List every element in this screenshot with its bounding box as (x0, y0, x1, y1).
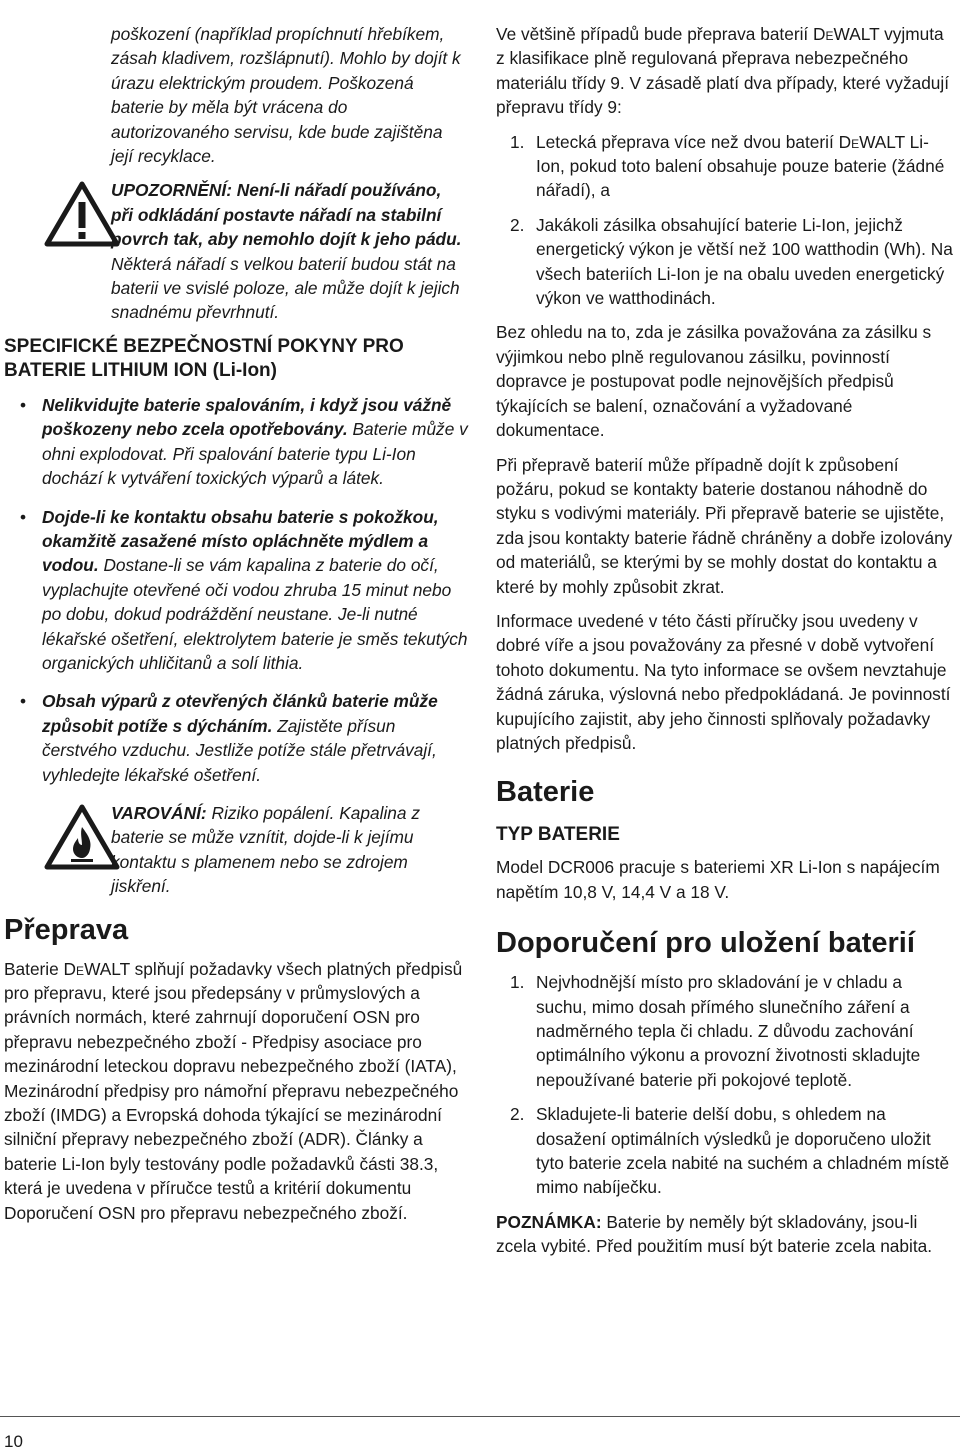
footer-divider (0, 1416, 960, 1417)
page-number: 10 (4, 1432, 23, 1451)
p1-text-b: WALT vyjmuta z klasifikace plně regulovaná přeprava nebezpečného materiálu třídy 9. V zásadě platí dva případy, které vyžadují přepravu třídy 9: (496, 24, 950, 118)
caution-paragraph (111, 178, 468, 324)
caution-text: Některá nářadí s velkou baterií budou stát na baterii ve svislé poloze, ale může dojít k jejich snadnému převrhnutí. (111, 253, 460, 323)
transport-paragraph (4, 957, 468, 1225)
note-text: Baterie by neměly být skladovány, jsou-li zcela vybité. Před použitím musí být baterie zcela nabita. (496, 1211, 933, 1257)
warning-bold-text: VAROVÁNÍ: (111, 802, 207, 823)
caution-bold-text: UPOZORNĚNÍ: Není-li nářadí používáno, při odkládání postavte nářadí na stabilní povrch tak, aby nemohlo dojít k jeho pádu. (111, 180, 462, 250)
item-number: 2. (510, 214, 525, 235)
bullet-bold-text: Nelikvidujte baterie spalováním, i když jsou vážně poškozeny nebo zcela opotřebovány. (42, 394, 452, 440)
item-text: Nejvhodnější místo pro skladování je v chladu a suchu, mimo dosah přímého slunečního záření a nadměrného tepla či chladu. Z důvodu zachování optimálního výkonu a provozní životnosti skladujte nepoužívané baterie při pokojové teplotě. (536, 972, 921, 1090)
item-text-a: Jakákoli zásilka obsahující baterie Li-Ion, jejichž energetický výkon je větší než 100 watthodin (Wh). Na všech bateriích Li-Ion je na obalu uveden energetický výkon ve watthodinách. (536, 214, 953, 309)
numbered-item (496, 970, 956, 1092)
p1-text-a: Ve většině případů bude přeprava baterií D (496, 24, 826, 44)
bullet-item (4, 689, 468, 787)
section-heading-line1: SPECIFICKÉ BEZPEČNOSTNÍ POKYNY PRO (4, 335, 404, 357)
fire-warning-block (4, 801, 468, 899)
bullet-dot: • (20, 394, 27, 415)
bullet-item (4, 393, 468, 491)
disclaimer-paragraph: Informace uvedené v této části příručky jsou uvedeny v dobré víře a jsou považovány za přesné v době vytvoření tohoto dokumentu. Na tyto informace se ovšem nevztahuje žádná záruka, výslovná nebo předpokládaná. Je povinností kupujícího zajistit, aby jeho činnosti splňovaly požadavky platných předpisů. (496, 610, 951, 753)
numbered-item (496, 213, 956, 311)
numbered-item (496, 1102, 956, 1200)
regulation-paragraph: Bez ohledu na to, zda je zásilka považována za zásilku s výjimkou nebo plně regulovanou zásilku, povinností dopravce je postupovat podle nejnovějších předpisů týkajících se balení, označování a vyžadované dokumentace. (496, 322, 932, 441)
bullet-dot: • (20, 691, 27, 712)
storage-heading: Doporučení pro uložení baterií (496, 927, 915, 960)
right-column (496, 22, 956, 1269)
bullet-dot: • (20, 506, 27, 527)
note-paragraph (496, 1210, 956, 1259)
caution-block (4, 178, 468, 324)
item-brand-sc: e (851, 131, 860, 152)
section-heading (4, 335, 468, 383)
bullet-text: Baterie může v ohni explodovat. Při spalování baterie typu Li-Ion dochází k vytváření toxických výparů a látek. (42, 419, 468, 489)
section-heading-line2: BATERIE LITHIUM ION (Li-Ion) (4, 359, 277, 381)
item-number: 2. (510, 1104, 525, 1125)
fire-warning-paragraph (111, 801, 468, 899)
warning-text: Riziko popálení. Kapalina z baterie se může vznítit, dojde-li k jejímu kontaktu s plamenem nebo se zdrojem jiskření. (111, 802, 420, 897)
bullet-bold-text: Obsah výparů z otevřených článků baterie může způsobit potíže s dýcháním. (42, 691, 438, 736)
transport-brand-sc: e (76, 958, 85, 979)
p1-brand-sc: e (825, 24, 834, 44)
battery-type-heading: TYP BATERIE (496, 824, 620, 846)
transport-text-a: Baterie D (4, 958, 77, 979)
transport-text-b: WALT splňují požadavky všech platných předpisů pro přepravu, které jsou předepsány v průmyslových a právních normách, které zahrnují doporučení OSN pro přepravu nebezpečného zboží - Předpisy asociace pro mezinárodní leteckou dopravu nebezpečného zboží (IATA), Mezinárodní předpisy pro námořní přepravu nebezpečného zboží (IMDG) a Evropská dohoda týkající se mezinárodní silniční přepravy nebezpečného zboží (ADR). Články a baterie Li-Ion byly testovány podle požadavků části 38.3, která je uvedena v příručce testů a kritérií dokumentu Doporučení OSN pro přepravu nebezpečného zboží. (4, 958, 463, 1223)
bullet-bold-text: Dojde-li ke kontaktu obsahu baterie s pokožkou, okamžitě zasažené místo opláchněte mýdlem a vodou. (42, 506, 439, 576)
left-column (4, 22, 468, 1235)
bullet-text: Zajistěte přísun čerstvého vzduchu. Jestliže potíže stále přetrvávají, vyhledejte lékařské ošetření. (42, 715, 437, 785)
numbered-item (496, 130, 956, 203)
transport-heading: Přeprava (4, 913, 129, 946)
warning-triangle-icon (44, 180, 120, 248)
bullet-item (4, 505, 468, 676)
bullet-text: Dostane-li se vám kapalina z baterie do očí, vyplachujte otevřené oči vodou zhruba 15 minut nebo po dobu, dokud podráždění neustane. Je-li nutné lékařské ošetření, elektrolytem baterie je směs tekutých organických uhličitanů a solí lithia. (42, 555, 468, 673)
battery-heading: Baterie (496, 776, 595, 809)
intro-paragraph: poškození (například propíchnutí hřebíkem, zásah kladivem, rozšlápnutí). Mohlo by dojít k úrazu elektrickým proudem. Poškozená baterie by měla být vrácena do autorizovaného servisu, kde bude zajištěna její recyklace. (111, 24, 461, 167)
fire-risk-paragraph: Při přepravě baterií může případně dojít k způsobení požáru, pokud se kontakty baterie dostanou náhodně do styku s vodivými materiály. Při přepravě baterie se ujistěte, zda jsou kontakty baterie řádně chráněny a dobře izolovány od materiálů, se kterými by se mohly dostat do kontaktu a které by mohly způsobit zkrat. (496, 454, 953, 597)
item-text-b: WALT Li-Ion, pokud toto balení obsahuje pouze baterie (žádné nářadí), a (536, 131, 945, 201)
item-text-a: Letecká přeprava více než dvou baterií D (536, 131, 852, 152)
item-number: 1. (510, 972, 525, 993)
fire-hazard-icon (44, 803, 120, 871)
item-number: 1. (510, 131, 525, 152)
battery-type-paragraph: Model DCR006 pracuje s bateriemi XR Li-Ion s napájecím napětím 10,8 V, 14,4 V a 18 V. (496, 857, 940, 902)
item-text: Skladujete-li baterie delší dobu, s ohledem na dosažení optimálních výsledků je doporučeno uložit tyto baterie zcela nabité na suchém a chladném místě mimo nabíječku. (536, 1104, 950, 1198)
shipping-intro-paragraph (496, 22, 956, 120)
note-label: POZNÁMKA: (496, 1211, 602, 1232)
